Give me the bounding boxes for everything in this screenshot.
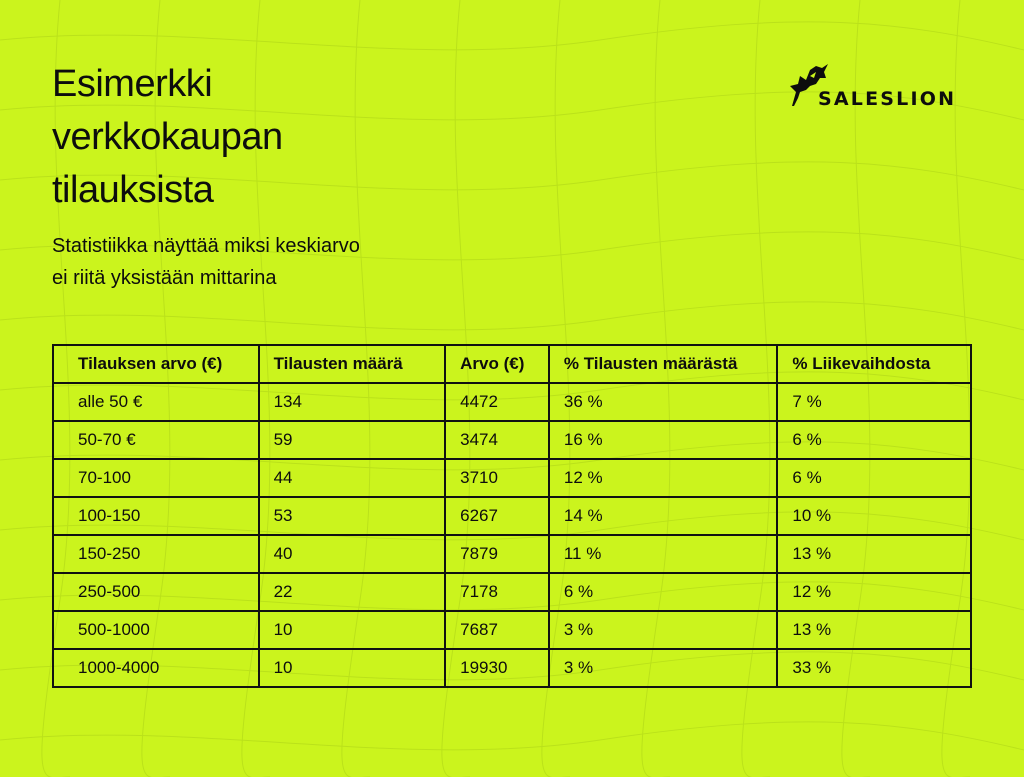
column-header-order-value: Tilauksen arvo (€) [53, 345, 259, 383]
table-cell: 500-1000 [53, 611, 259, 649]
page-title-line-3: tilauksista [52, 169, 214, 211]
table-row [53, 459, 971, 497]
table-cell: 7 % [777, 383, 971, 421]
saleslion-logo [786, 62, 976, 112]
table-cell: 70-100 [53, 459, 259, 497]
order-statistics-table [52, 344, 972, 688]
table-cell: 250-500 [53, 573, 259, 611]
page-title-line-2: verkkokaupan [52, 116, 283, 158]
page-subtitle [52, 230, 360, 294]
table-header-row [53, 345, 971, 383]
table-cell: 36 % [549, 383, 778, 421]
table-cell: 4472 [445, 383, 549, 421]
table-cell: 6 % [549, 573, 778, 611]
table-cell: 50-70 € [53, 421, 259, 459]
table-cell: 16 % [549, 421, 778, 459]
table-cell: 13 % [777, 535, 971, 573]
page-subtitle-line-1: Statistiikka näyttää miksi keskiarvo [52, 235, 360, 257]
table-row [53, 421, 971, 459]
table-cell: 1000-4000 [53, 649, 259, 687]
table-cell: 10 [259, 649, 446, 687]
table-cell: 59 [259, 421, 446, 459]
column-header-value: Arvo (€) [445, 345, 549, 383]
table-cell: 12 % [777, 573, 971, 611]
table-row [53, 383, 971, 421]
table-cell: 40 [259, 535, 446, 573]
column-header-share-of-revenue: % Liikevaihdosta [777, 345, 971, 383]
table-row [53, 573, 971, 611]
logo-text: SALESLION [818, 88, 957, 110]
table-cell: 10 [259, 611, 446, 649]
table-cell: 10 % [777, 497, 971, 535]
table-cell: 3710 [445, 459, 549, 497]
table-cell: 53 [259, 497, 446, 535]
table-cell: 3 % [549, 611, 778, 649]
table-cell: 12 % [549, 459, 778, 497]
table-cell: 3 % [549, 649, 778, 687]
table-row [53, 497, 971, 535]
page-title-line-1: Esimerkki [52, 63, 213, 105]
table-cell: alle 50 € [53, 383, 259, 421]
table-cell: 19930 [445, 649, 549, 687]
table-cell: 7879 [445, 535, 549, 573]
table-cell: 134 [259, 383, 446, 421]
table-cell: 6 % [777, 459, 971, 497]
table-cell: 100-150 [53, 497, 259, 535]
table-cell: 6 % [777, 421, 971, 459]
table-cell: 14 % [549, 497, 778, 535]
table-row [53, 611, 971, 649]
page-title [52, 58, 452, 217]
table-cell: 150-250 [53, 535, 259, 573]
table-row [53, 649, 971, 687]
table-cell: 7687 [445, 611, 549, 649]
table-cell: 6267 [445, 497, 549, 535]
table-cell: 3474 [445, 421, 549, 459]
table-cell: 33 % [777, 649, 971, 687]
table-cell: 22 [259, 573, 446, 611]
column-header-order-count: Tilausten määrä [259, 345, 446, 383]
column-header-share-of-orders: % Tilausten määrästä [549, 345, 778, 383]
table-cell: 7178 [445, 573, 549, 611]
table-cell: 13 % [777, 611, 971, 649]
table-cell: 11 % [549, 535, 778, 573]
table-row [53, 535, 971, 573]
table-cell: 44 [259, 459, 446, 497]
page-subtitle-line-2: ei riitä yksistään mittarina [52, 267, 277, 289]
